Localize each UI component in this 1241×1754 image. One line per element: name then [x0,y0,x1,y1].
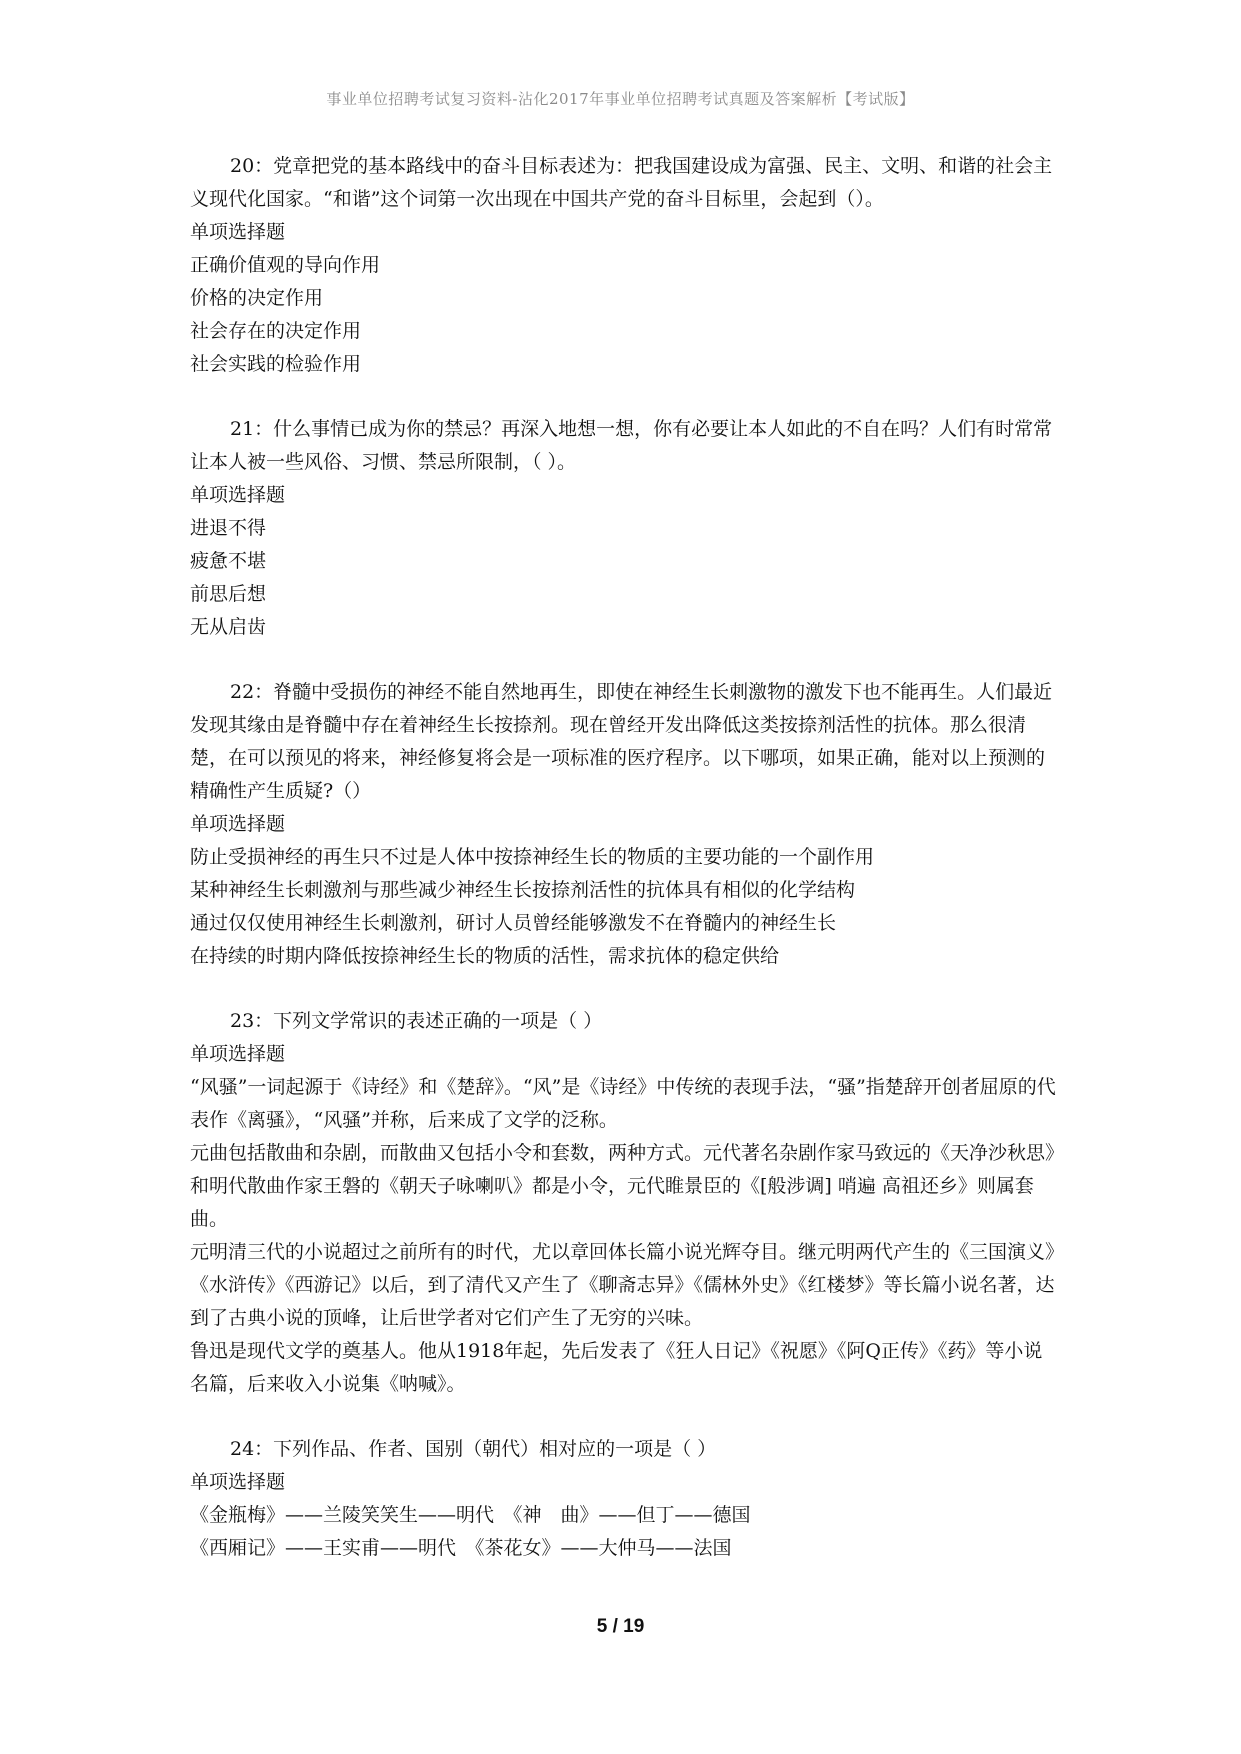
question-type: 单项选择题 [190,1043,286,1065]
option: 防止受损神经的再生只不过是人体中按捺神经生长的物质的主要功能的一个副作用 [190,846,875,868]
option: 通过仅仅使用神经生长刺激剂，研讨人员曾经能够激发不在脊髓内的神经生长 [190,912,837,934]
page-number: 5 / 19 [596,1616,645,1637]
option: 无从启齿 [190,616,267,638]
question-20 [190,150,1060,381]
question-text: 20：党章把党的基本路线中的奋斗目标表述为：把我国建设成为富强、民主、文明、和谐的社会主义现代化国家。“和谐”这个词第一次出现在中国共产党的奋斗目标里，会起到（）。 [190,155,1053,210]
option: 在持续的时期内降低按捺神经生长的物质的活性，需求抗体的稳定供给 [190,945,780,967]
question-type: 单项选择题 [190,813,286,835]
option: 疲惫不堪 [190,550,267,572]
question-23 [190,1005,1060,1401]
option: 《金瓶梅》——兰陵笑笑生——明代 《神 曲》——但丁——德国 [190,1504,751,1526]
document-body [190,150,1060,1597]
question-21 [190,413,1060,644]
option: 元曲包括散曲和杂剧，而散曲又包括小令和套数，两种方式。元代著名杂剧作家马致远的《天净沙秋思》和明代散曲作家王磐的《朝天子咏喇叭》都是小令，元代睢景臣的《[般涉调] 哨遍 高祖还乡》则属套曲。 [190,1142,1055,1230]
question-type: 单项选择题 [190,1471,286,1493]
option: 价格的决定作用 [190,287,324,309]
option: 进退不得 [190,517,267,539]
option: 元明清三代的小说超过之前所有的时代，尤以章回体长篇小说光辉夺目。继元明两代产生的《三国演义》《水浒传》《西游记》以后，到了清代又产生了《聊斋志异》《儒林外史》《红楼梦》等长篇小说名著，达到了古典小说的顶峰，让后世学者对它们产生了无穷的兴味。 [190,1241,1055,1329]
question-type: 单项选择题 [190,484,286,506]
question-text: 23：下列文学常识的表述正确的一项是（ ） [230,1010,603,1032]
option: “风骚”一词起源于《诗经》和《楚辞》。“风”是《诗经》中传统的表现手法，“骚”指楚辞开创者屈原的代表作《离骚》，“风骚”并称，后来成了文学的泛称。 [190,1076,1056,1131]
question-text: 21：什么事情已成为你的禁忌？再深入地想一想，你有必要让本人如此的不自在吗？人们有时常常让本人被一些风俗、习惯、禁忌所限制，（ ）。 [190,418,1053,473]
question-22 [190,676,1060,973]
option: 前思后想 [190,583,267,605]
option: 社会存在的决定作用 [190,320,362,342]
question-text: 24：下列作品、作者、国别（朝代）相对应的一项是（ ） [230,1438,717,1460]
question-text: 22：脊髓中受损伤的神经不能自然地再生，即使在神经生长刺激物的激发下也不能再生。人们最近发现其缘由是脊髓中存在着神经生长按捺剂。现在曾经开发出降低这类按捺剂活性的抗体。那么很清楚，在可以预见的将来，神经修复将会是一项标准的医疗程序。以下哪项，如果正确，能对以上预测的精确性产生质疑?（） [190,681,1053,802]
question-type: 单项选择题 [190,221,286,243]
option: 鲁迅是现代文学的奠基人。他从1918年起，先后发表了《狂人日记》《祝愿》《阿Q正传》《药》等小说名篇，后来收入小说集《呐喊》。 [190,1340,1043,1395]
option: 《西厢记》——王实甫——明代 《茶花女》——大仲马——法国 [190,1537,732,1559]
option: 正确价值观的导向作用 [190,254,381,276]
option: 某种神经生长刺激剂与那些减少神经生长按捺剂活性的抗体具有相似的化学结构 [190,879,856,901]
option: 社会实践的检验作用 [190,353,362,375]
question-24 [190,1433,1060,1565]
page-header: 事业单位招聘考试复习资料-沾化2017年事业单位招聘考试真题及答案解析【考试版】 [326,90,915,108]
